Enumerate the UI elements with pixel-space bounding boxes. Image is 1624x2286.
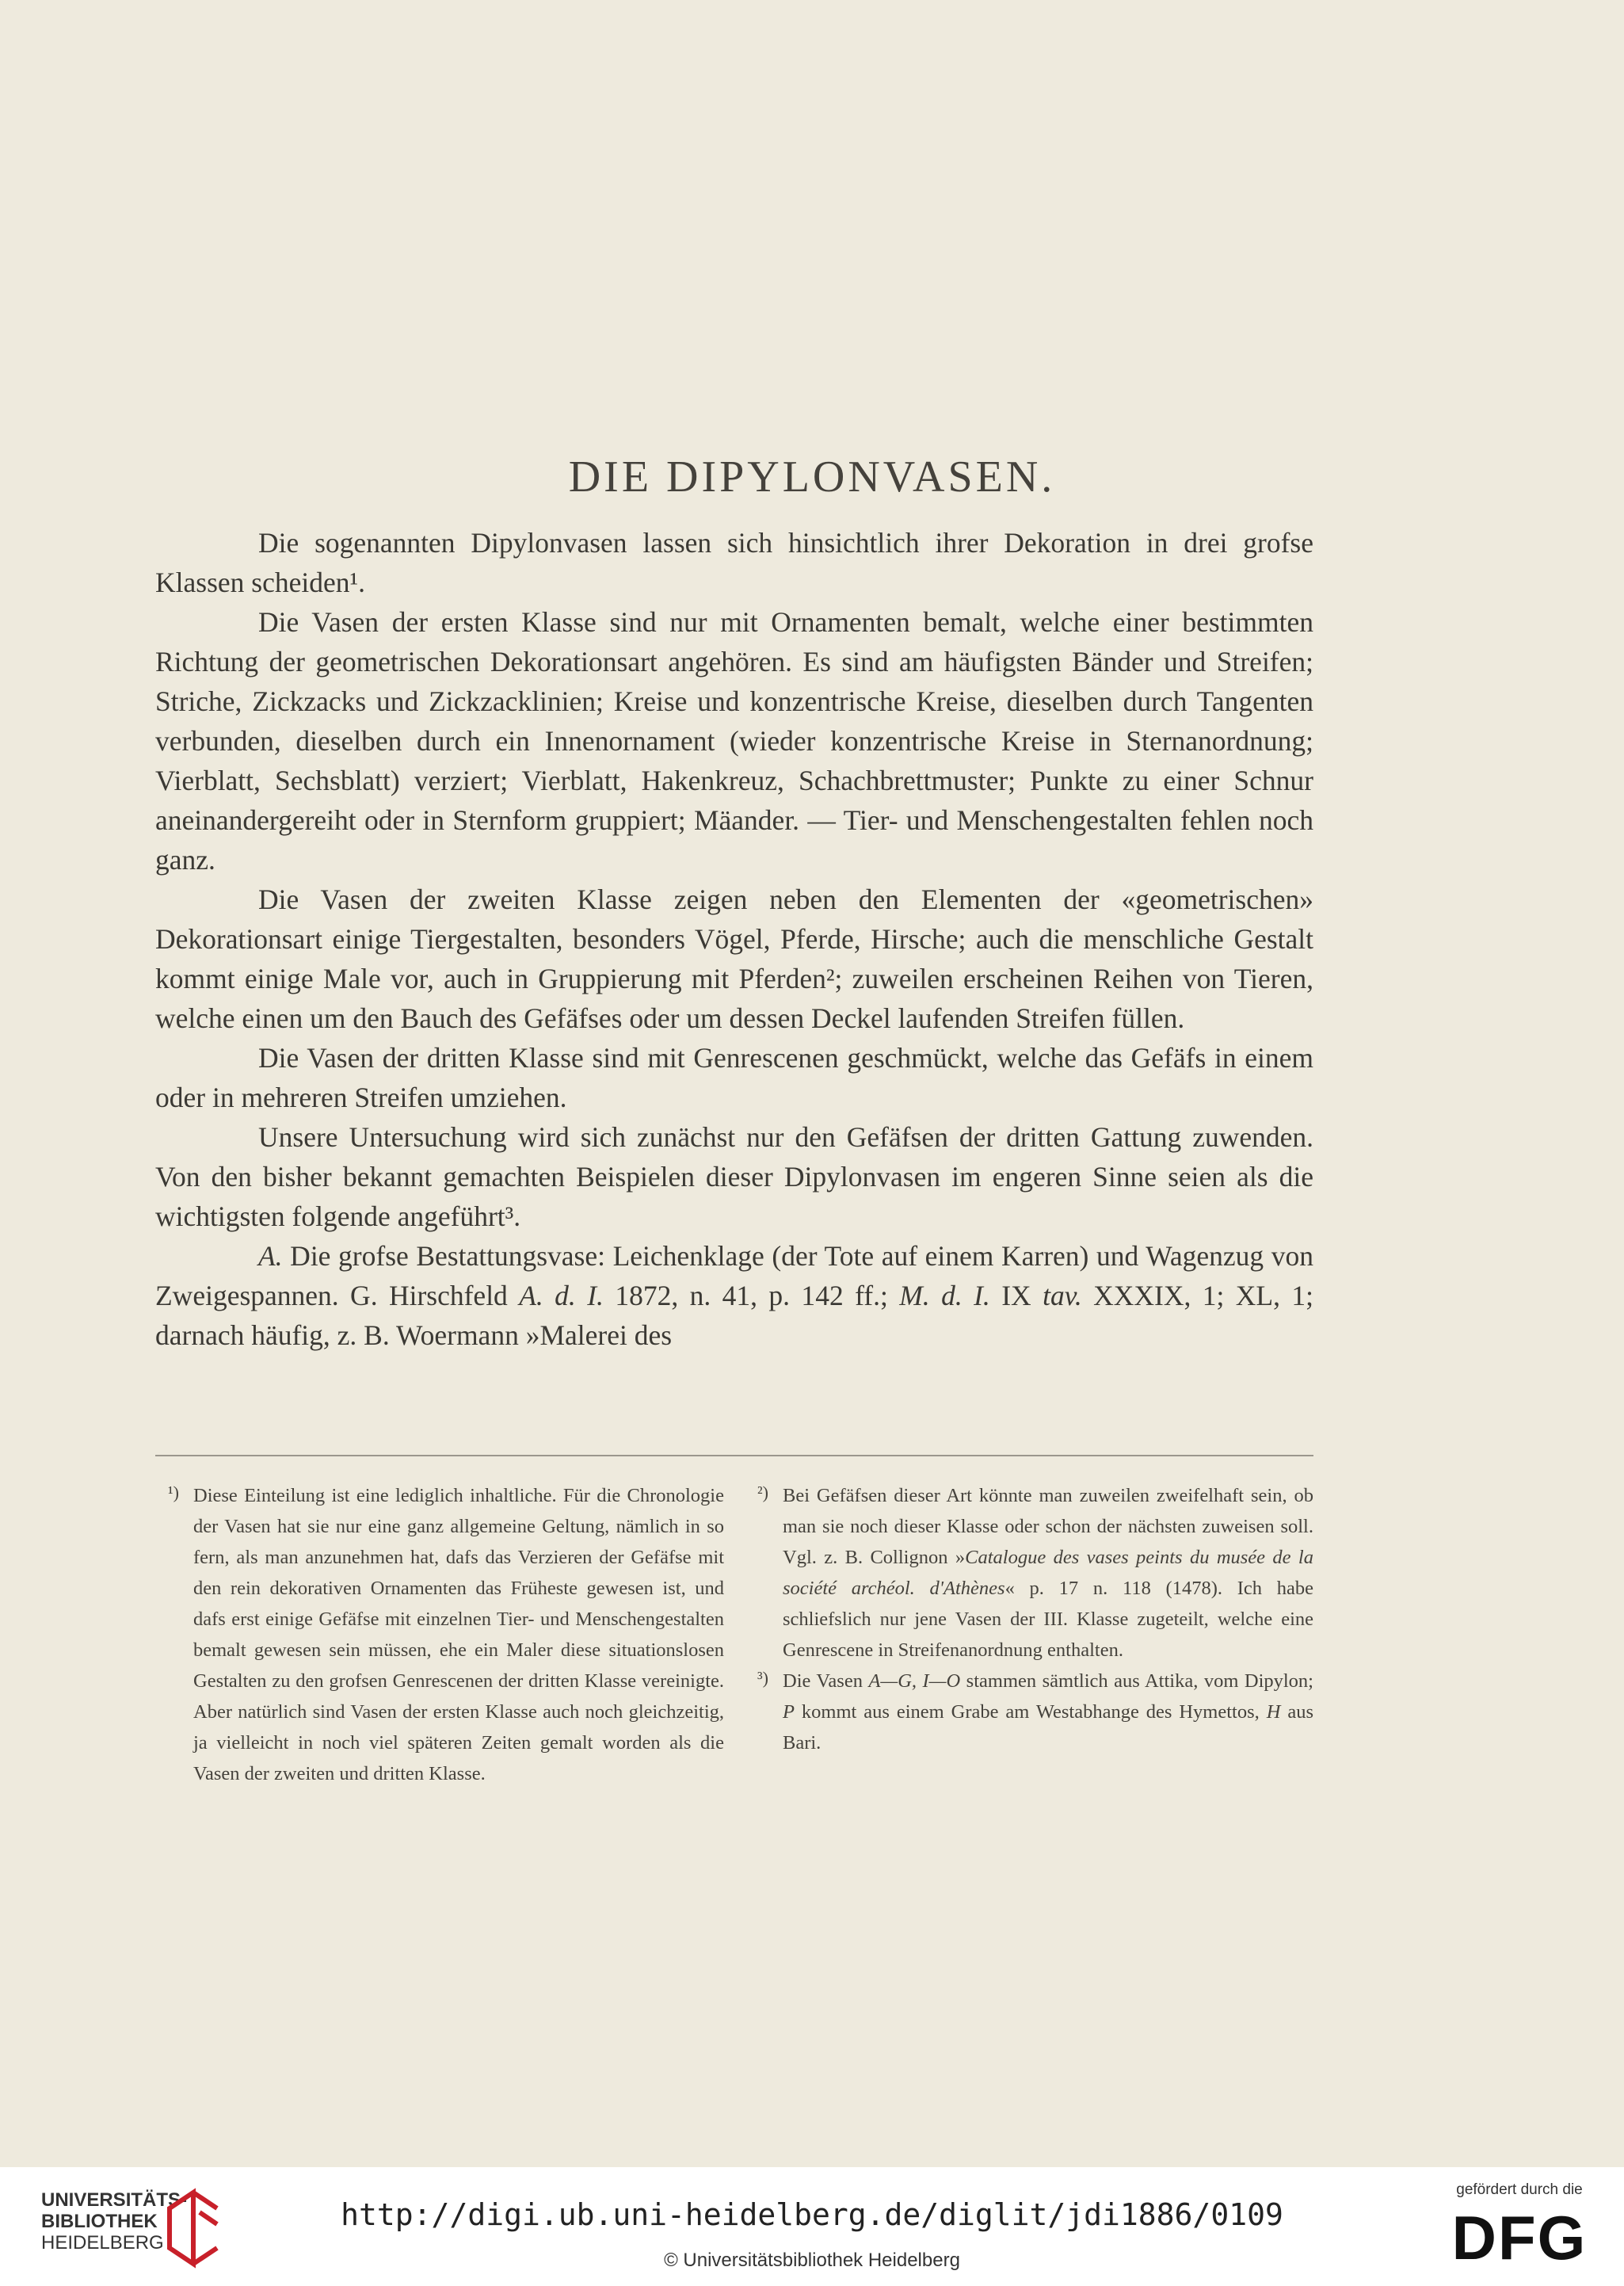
paragraph-third-class: Die Vasen der dritten Klasse sind mit Genrescenen geschmückt, welche das Gefäfs in einem oder in mehreren Streifen umziehen. bbox=[155, 1042, 1313, 1113]
footnote-text: Die Vasen bbox=[783, 1670, 869, 1692]
body-text bbox=[155, 523, 1313, 1355]
footnote-divider bbox=[155, 1455, 1313, 1456]
footnote-ref: H bbox=[1266, 1701, 1281, 1723]
paragraph-investigation: Unsere Untersuchung wird sich zunächst nur den Gefäfsen der dritten Gattung zuwenden. Von den bisher bekannt gemachten Beispielen dieser Dipylonvasen im engeren Sinne seien als die wichtigsten folgende angeführt³. bbox=[155, 1121, 1313, 1232]
library-name-line: HEIDELBERG bbox=[41, 2232, 164, 2254]
footnote-column-right bbox=[759, 1480, 1313, 1758]
footnote-mark: ³) bbox=[757, 1668, 768, 1688]
permalink-url[interactable]: http://digi.ub.uni-heidelberg.de/diglit/jdi1886/0109 bbox=[341, 2197, 1283, 2232]
footnote-text: Diese Einteilung ist eine lediglich inhaltliche. Für die Chronologie der Vasen hat sie nur eine ganz allgemeine Geltung, nämlich in so fern, als man anzunehmen hat, dafs das Verzieren der Gefäfse mit den rein dekorativen Ornamenten das Früheste gewesen ist, und dafs erst einige Gefäfse mit einzelnen Tier- und Menschengestalten bemalt gewesen sein müssen, ehe ein Maler diese situationslosen Gestalten zu den grofsen Genrescenen der dritten Klasse vereinigte. Aber natürlich sind Vasen der ersten Klasse auch noch gleichzeitig, ja vielleicht in noch viel späteren Zeiten gemalt worden als die Vasen der zweiten und dritten Klasse. bbox=[193, 1485, 724, 1784]
footnote-text: aus Bari. bbox=[783, 1701, 1313, 1754]
viewer-footer bbox=[0, 2167, 1624, 2286]
footnote-ref: A—G, I—O bbox=[868, 1670, 961, 1692]
paragraph-first-class: Die Vasen der ersten Klasse sind nur mit Ornamenten bemalt, welche einer bestimmten Richtung der geometrischen Dekorationsart angehören. Es sind am häufigsten Bänder und Streifen; Striche, Zickzacks und Zickzacklinien; Kreise und konzentrische Kreise, dieselben durch Tangenten verbunden, dieselben durch ein Innenornament (wieder konzentrische Kreise in Sternanordnung; Vierblatt, Sechsblatt) verziert; Vierblatt, Hakenkreuz, Schachbrettmuster; Punkte zu einer Schnur aneinandergereiht oder in Sternform gruppiert; Mäander. — Tier- und Menschengestalten fehlen noch ganz. bbox=[155, 606, 1313, 876]
item-a-ref: M. d. I. bbox=[899, 1280, 990, 1311]
item-a-ref: tav. bbox=[1043, 1280, 1082, 1311]
footnote-mark: ²) bbox=[757, 1483, 768, 1502]
footnote-ref: P bbox=[783, 1701, 795, 1723]
footnote-text: kommt aus einem Grabe am Westabhange des Hymettos, bbox=[794, 1701, 1267, 1723]
dfg-logo: DFG bbox=[1451, 2203, 1588, 2273]
page-title: DIE DIPYLONVASEN. bbox=[568, 452, 1056, 502]
library-name-line: UNIVERSITÄTS- bbox=[41, 2189, 188, 2211]
footnote-1 bbox=[170, 1480, 724, 1789]
item-a-text: Die grofse Bestattungsvase: Leichenklage (der Tote auf einem Karren) und Wagenzug von Zweigespannen. G. Hirschfeld bbox=[155, 1240, 1313, 1311]
library-name-line: BIBLIOTHEK bbox=[41, 2211, 158, 2232]
funding-note: gefördert durch die bbox=[1456, 2181, 1583, 2198]
footnote-column-left bbox=[170, 1480, 724, 1789]
footnote-2 bbox=[759, 1480, 1313, 1666]
footnote-text: « p. 17 n. 118 (1478). Ich habe schliefslich nur jene Vasen der III. Klasse zugeteilt, welche eine Genrescene in Streifenanordnung enthalten. bbox=[783, 1578, 1313, 1661]
item-a-text: IX bbox=[989, 1280, 1043, 1311]
footnote-text: stammen sämtlich aus Attika, vom Dipylon; bbox=[960, 1670, 1313, 1692]
footnote-mark: ¹) bbox=[168, 1483, 179, 1502]
footnote-text: Bei Gefäfsen dieser Art könnte man zuweilen zweifelhaft sein, ob man sie noch dieser Klasse oder schon der nächsten zuweisen soll. Vgl. z. B. Collignon » bbox=[783, 1485, 1313, 1568]
item-label: A. bbox=[258, 1240, 283, 1272]
footnote-ref: Catalogue des vases peints du musée de la société archéol. d'Athènes bbox=[783, 1547, 1313, 1599]
item-a-ref: A. d. I. bbox=[519, 1280, 604, 1311]
copyright-notice: © Universitätsbibliothek Heidelberg bbox=[664, 2250, 960, 2271]
paragraph-second-class: Die Vasen der zweiten Klasse zeigen neben den Elementen der «geometrischen» Dekorationsart einige Tiergestalten, besonders Vögel, Pferde, Hirsche; auch die menschliche Gestalt kommt einige Male vor, auch in Gruppierung mit Pferden²; zuweilen erscheinen Reihen von Tieren, welche einen um den Bauch des Gefäfses oder um dessen Deckel laufenden Streifen füllen. bbox=[155, 883, 1313, 1034]
item-a-text: XXXIX, 1; XL, 1; darnach häufig, z. B. Woermann »Malerei des bbox=[155, 1280, 1313, 1351]
footnote-3 bbox=[759, 1666, 1313, 1758]
paragraph-intro: Die sogenannten Dipylonvasen lassen sich hinsichtlich ihrer Dekoration in drei grofse Klassen scheiden¹. bbox=[155, 527, 1313, 598]
item-a-text: 1872, n. 41, p. 142 ff.; bbox=[603, 1280, 900, 1311]
paragraph-item-a bbox=[155, 1236, 1313, 1355]
